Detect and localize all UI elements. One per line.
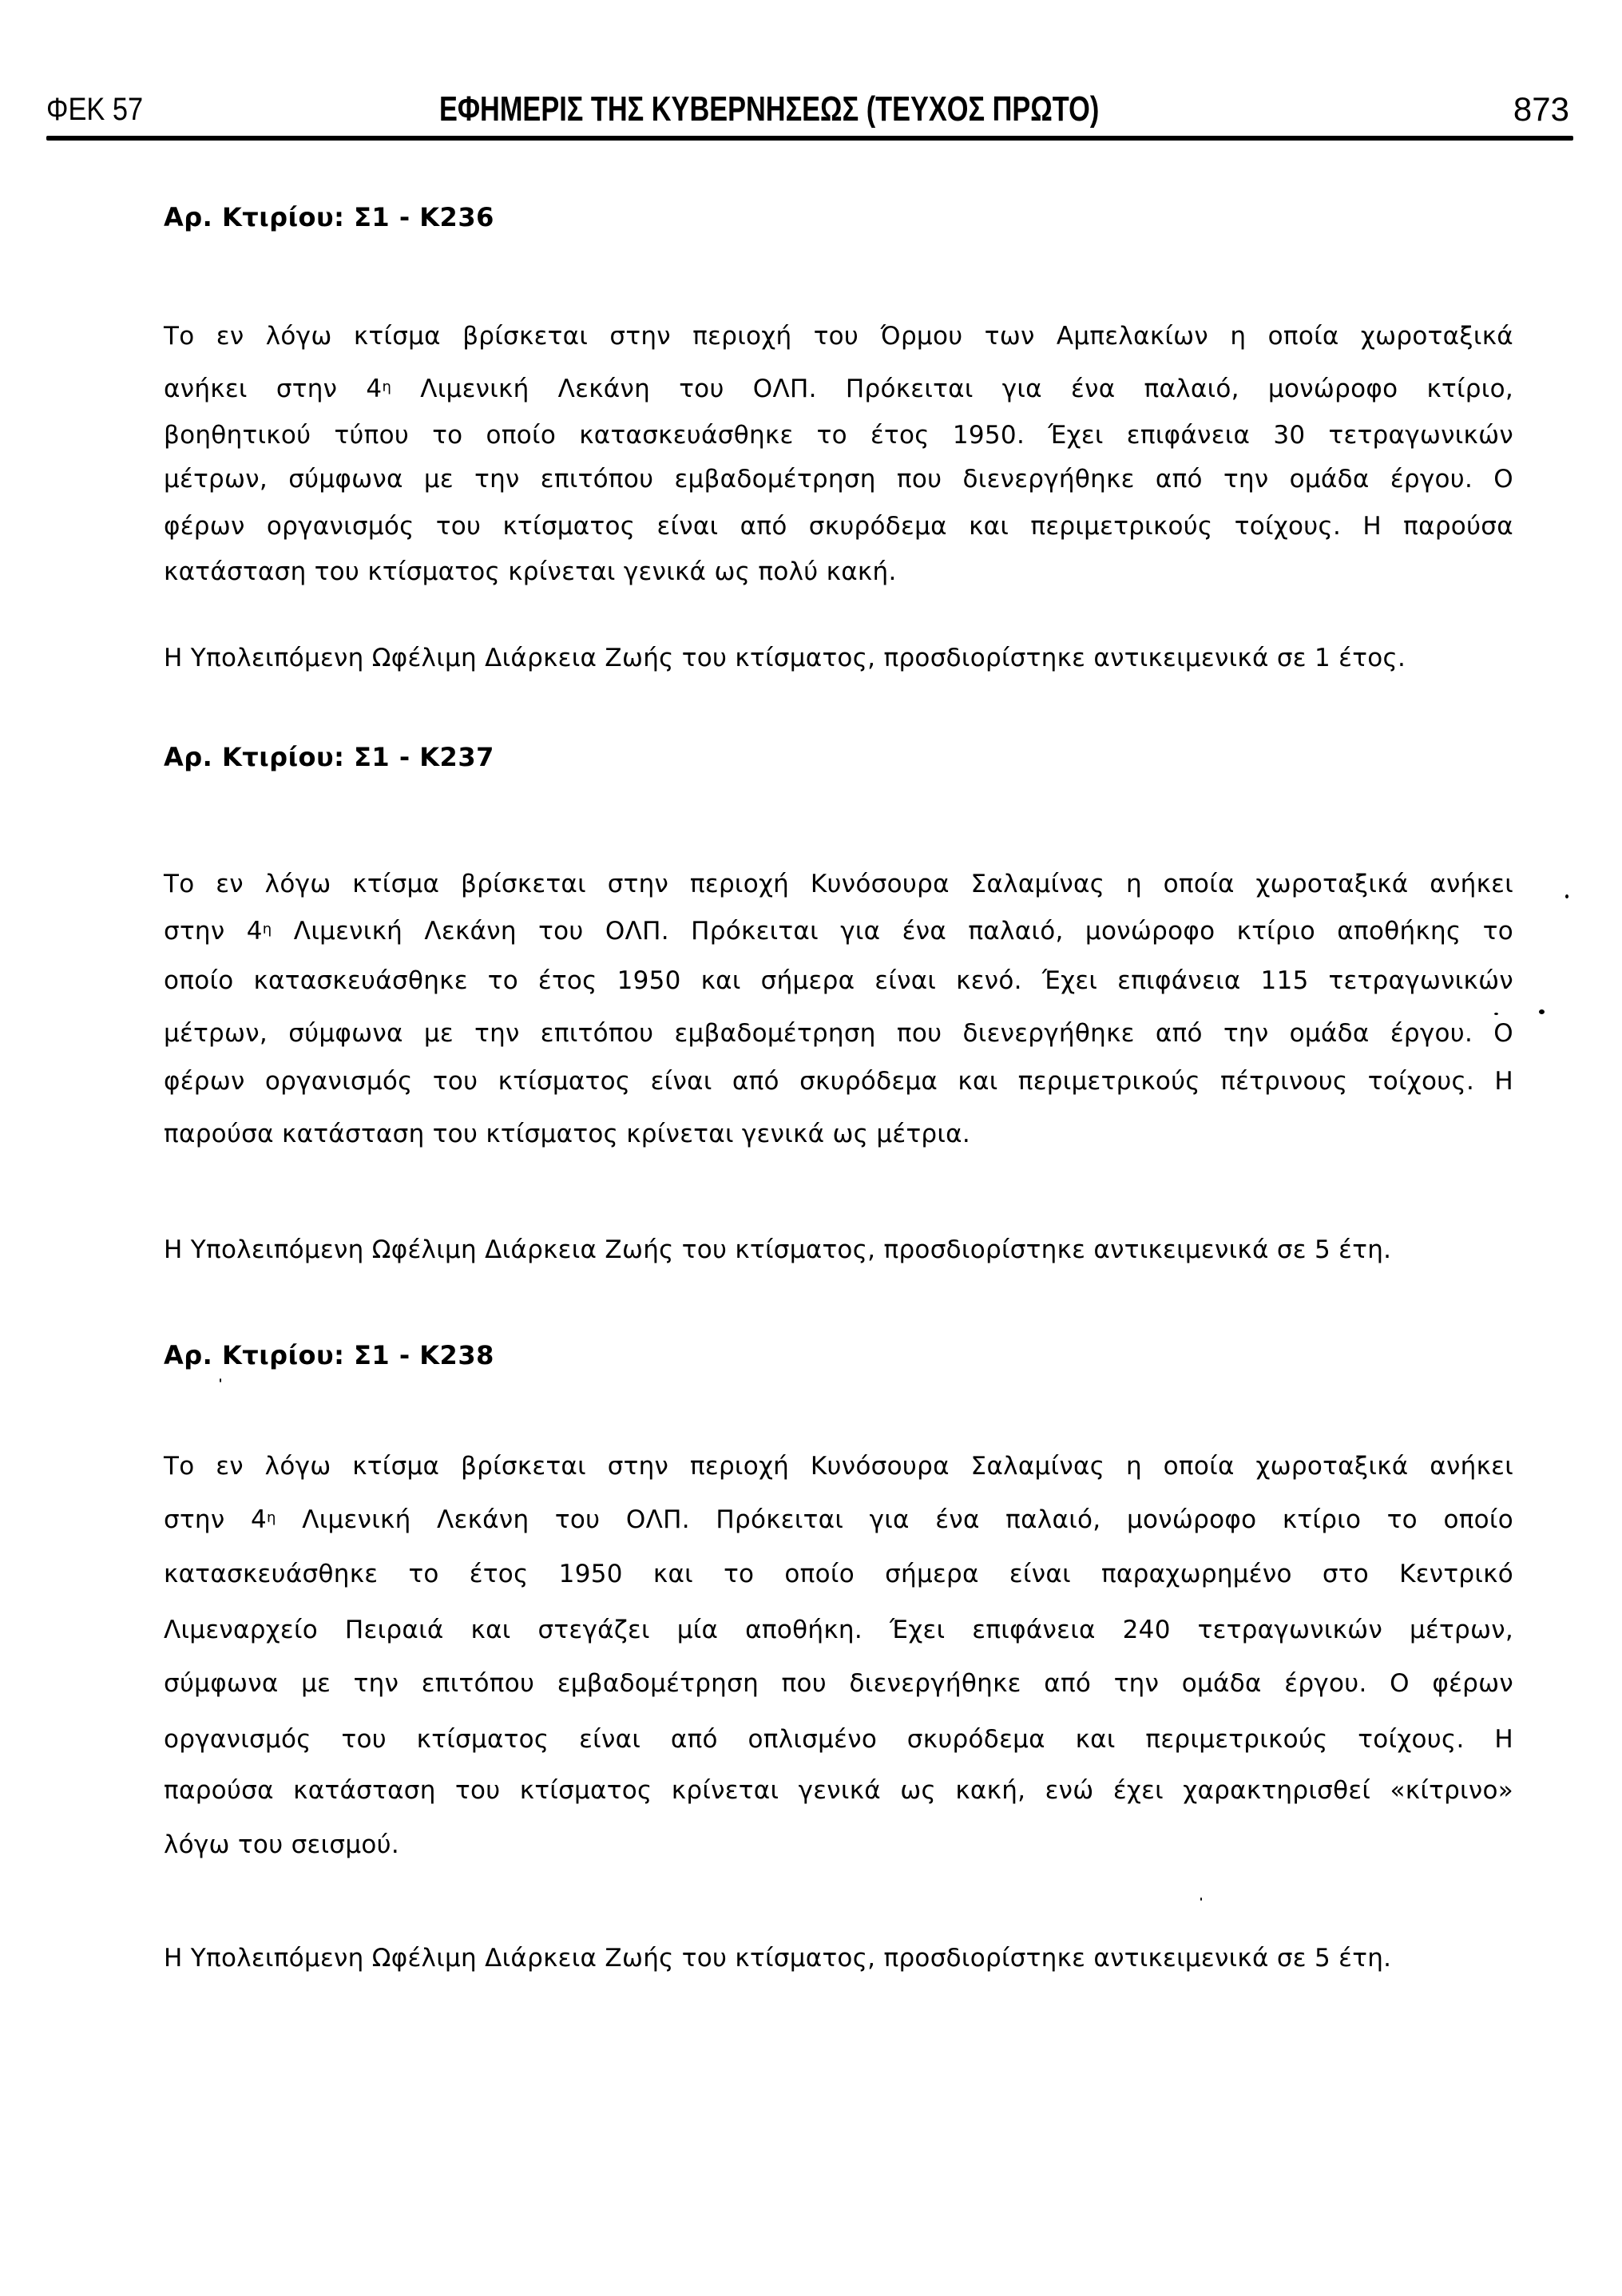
paragraph-line: μέτρων, σύμφωνα με την επιτόπου εμβαδομέτρηση που διενεργήθηκε από την ομάδα έργου. Ο xyxy=(164,1019,1513,1048)
paragraph-line: Το εν λόγω κτίσμα βρίσκεται στην περιοχή του Όρμου των Αμπελακίων η οποία χωροταξικά xyxy=(164,322,1513,351)
paragraph-line: παρούσα κατάσταση του κτίσματος κρίνεται γενικά ως μέτρια. xyxy=(164,1120,971,1148)
paragraph-line: βοηθητικού τύπου το οποίο κατασκευάσθηκε το έτος 1950. Έχει επιφάνεια 30 τετραγωνικών xyxy=(164,421,1513,450)
building-heading: Αρ. Κτιρίου: Σ1 - Κ238 xyxy=(164,1340,494,1370)
paragraph-line: μέτρων, σύμφωνα με την επιτόπου εμβαδομέτρηση που διενεργήθηκε από την ομάδα έργου. Ο xyxy=(164,465,1513,494)
paragraph-line: κατάσταση του κτίσματος κρίνεται γενικά ως πολύ κακή. xyxy=(164,557,897,586)
gazette-title: ΕΦΗΜΕΡΙΣ ΤΗΣ ΚΥΒΕΡΝΗΣΕΩΣ (ΤΕΥΧΟΣ ΠΡΩΤΟ) xyxy=(439,89,1100,129)
paragraph-line: Το εν λόγω κτίσμα βρίσκεται στην περιοχή Κυνόσουρα Σαλαμίνας η οποία χωροταξικά ανήκει xyxy=(164,1452,1513,1481)
paragraph-line: κατασκευάσθηκε το έτος 1950 και το οποίο σήμερα είναι παραχωρημένο στο Κεντρικό xyxy=(164,1560,1513,1588)
scan-speck xyxy=(220,1378,221,1382)
remaining-life-statement: Η Υπολειπόμενη Ωφέλιμη Διάρκεια Ζωής του κτίσματος, προσδιορίστηκε αντικειμενικά σε 1 έτος. xyxy=(164,644,1406,672)
paragraph-line: παρούσα κατάσταση του κτίσματος κρίνεται γενικά ως κακή, ενώ έχει χαρακτηρισθεί «κίτρινο» xyxy=(164,1776,1513,1805)
paragraph-line: Το εν λόγω κτίσμα βρίσκεται στην περιοχή Κυνόσουρα Σαλαμίνας η οποία χωροταξικά ανήκει xyxy=(164,870,1513,898)
paragraph-line: Λιμεναρχείο Πειραιά και στεγάζει μία αποθήκη. Έχει επιφάνεια 240 τετραγωνικών μέτρων, xyxy=(164,1616,1513,1644)
scan-speck xyxy=(1565,894,1568,898)
remaining-life-statement: Η Υπολειπόμενη Ωφέλιμη Διάρκεια Ζωής του κτίσματος, προσδιορίστηκε αντικειμενικά σε 5 έτη. xyxy=(164,1944,1392,1973)
paragraph-line: στην $4^\eta$ Λιμενική Λεκάνη του ΟΛΠ. Πρόκειται για ένα παλαιό, μονώροφο κτίριο αποθήκης το xyxy=(164,917,1514,946)
paragraph-line: οποίο κατασκευάσθηκε το έτος 1950 και σήμερα είναι κενό. Έχει επιφάνεια 115 τετραγωνικών xyxy=(164,966,1513,995)
ordinal-superscript: η xyxy=(382,379,392,395)
paragraph-line: σύμφωνα με την επιτόπου εμβαδομέτρηση που διενεργήθηκε από την ομάδα έργου. Ο φέρων xyxy=(164,1669,1513,1698)
paragraph-line: οργανισμός του κτίσματος είναι από οπλισμένο σκυρόδεμα και περιμετρικούς τοίχους. Η xyxy=(164,1725,1513,1754)
building-heading: Αρ. Κτιρίου: Σ1 - Κ236 xyxy=(164,202,494,232)
ordinal-superscript: η xyxy=(262,921,272,938)
paragraph-line: φέρων οργανισμός του κτίσματος είναι από σκυρόδεμα και περιμετρικούς τοίχους. Η παρούσα xyxy=(164,512,1513,541)
paragraph-line: ανήκει στην $4^\eta$ Λιμενική Λεκάνη του ΟΛΠ. Πρόκειται για ένα παλαιό, μονώροφο κτίριο, xyxy=(164,375,1513,403)
page-number: 873 xyxy=(1513,90,1569,128)
paragraph-line: στην $4^\eta$ Λιμενική Λεκάνη του ΟΛΠ. Πρόκειται για ένα παλαιό, μονώροφο κτίριο το οποίο xyxy=(164,1505,1513,1534)
paragraph-line: λόγω του σεισμού. xyxy=(164,1830,400,1859)
building-heading: Αρ. Κτιρίου: Σ1 - Κ237 xyxy=(164,742,494,772)
header-rule xyxy=(46,136,1573,141)
paragraph-line: φέρων οργανισμός του κτίσματος είναι από σκυρόδεμα και περιμετρικούς πέτρινους τοίχους. Η xyxy=(164,1067,1513,1096)
scan-speck xyxy=(1539,1009,1545,1014)
scan-speck xyxy=(1494,1013,1498,1015)
ordinal-superscript: η xyxy=(267,1509,276,1526)
scan-speck xyxy=(1200,1897,1202,1901)
issue-number: ΦΕΚ 57 xyxy=(46,92,144,127)
remaining-life-statement: Η Υπολειπόμενη Ωφέλιμη Διάρκεια Ζωής του κτίσματος, προσδιορίστηκε αντικειμενικά σε 5 έτη. xyxy=(164,1235,1392,1264)
